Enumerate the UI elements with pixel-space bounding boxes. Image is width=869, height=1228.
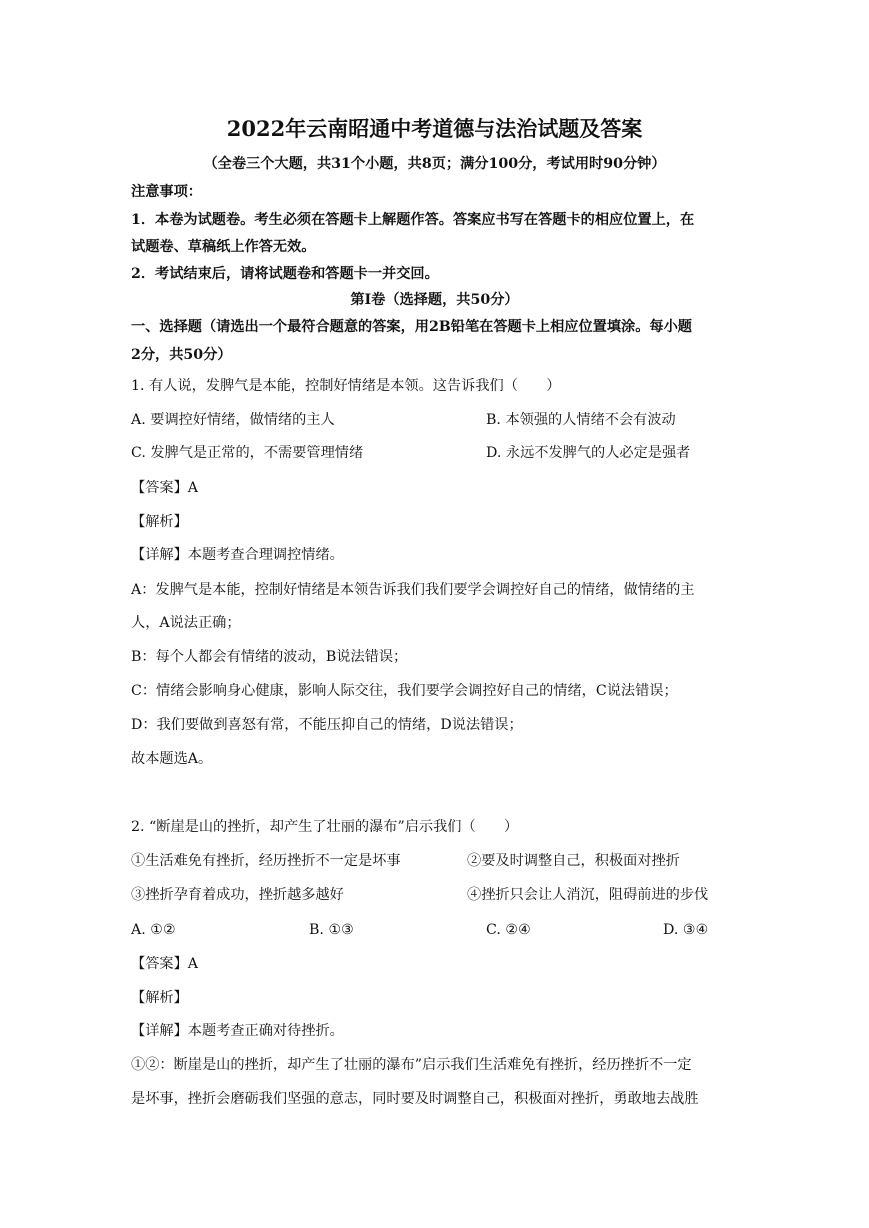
question-1-stem: 1. 有人说，发脾气是本能，控制好情绪是本领。这告诉我们（ ） (131, 378, 561, 394)
question-1-conclusion: 故本题选A。 (131, 751, 213, 767)
question-2-detail: 【详解】本题考查正确对待挫折。 (131, 1023, 344, 1039)
question-2-answer: 【答案】A (131, 956, 198, 972)
question-2-option-a: A. ①② (131, 922, 176, 938)
question-1-explain-a-line-2: 人，A说法正确； (131, 615, 241, 631)
question-2-stem: 2. “断崖是山的挫折，却产生了壮丽的瀑布”启示我们（ ） (131, 819, 519, 835)
notice-item-1-line-2: 试题卷、草稿纸上作答无效。 (131, 239, 316, 255)
question-2-option-b: B. ①③ (309, 922, 354, 938)
page-title: 2022年云南昭通中考道德与法治试题及答案 (226, 116, 643, 141)
question-2-option-d: D. ③④ (663, 922, 709, 938)
question-2-statement-2: ②要及时调整自己，积极面对挫折 (467, 853, 680, 869)
question-2-analysis-label: 【解析】 (131, 990, 188, 1006)
question-2-statement-3: ③挫折孕育着成功，挫折越多越好 (131, 887, 344, 903)
question-1-option-c: C. 发脾气是正常的，不需要管理情绪 (131, 445, 364, 461)
question-1-option-d: D. 永远不发脾气的人必定是强者 (486, 445, 691, 461)
question-1-answer: 【答案】A (131, 480, 198, 496)
question-1-detail: 【详解】本题考查合理调控情绪。 (131, 547, 344, 563)
notice-heading: 注意事项： (131, 184, 202, 200)
question-2-option-c: C. ②④ (486, 922, 531, 938)
question-1-option-a: A. 要调控好情绪，做情绪的主人 (131, 412, 335, 428)
notice-item-2: 2．考试结束后，请将试题卷和答题卡一并交回。 (131, 266, 439, 282)
section-heading-line-1: 一、选择题（请选出一个最符合题意的答案，用2B铅笔在答题卡上相应位置填涂。每小题 (131, 319, 692, 335)
question-2-explain-line-1: ①②：断崖是山的挫折，却产生了壮丽的瀑布”启示我们生活难免有挫折，经历挫折不一定 (131, 1057, 692, 1073)
question-1-explain-c: C：情绪会影响身心健康，影响人际交往，我们要学会调控好自己的情绪，C说法错误； (131, 683, 678, 699)
question-1-explain-a-line-1: A：发脾气是本能，控制好情绪是本领告诉我们我们要学会调控好自己的情绪，做情绪的主 (131, 582, 695, 598)
question-1-explain-b: B：每个人都会有情绪的波动，B说法错误； (131, 649, 408, 665)
question-1-explain-d: D：我们要做到喜怒有常，不能压抑自己的情绪，D说法错误； (131, 717, 523, 733)
exam-info-subtitle: （全卷三个大题，共31个小题，共8页；满分100分，考试用时90分钟） (203, 156, 666, 172)
question-1-option-b: B. 本领强的人情绪不会有波动 (486, 412, 676, 428)
question-2-statement-1: ①生活难免有挫折，经历挫折不一定是坏事 (131, 853, 401, 869)
question-2-statement-4: ④挫折只会让人消沉，阻碍前进的步伐 (467, 887, 709, 903)
volume-title: 第Ⅰ卷（选择题，共50分） (350, 292, 519, 308)
question-1-analysis-label: 【解析】 (131, 514, 188, 530)
question-2-explain-line-2: 是坏事，挫折会磨砺我们坚强的意志，同时要及时调整自己，积极面对挫折，勇敢地去战胜 (131, 1091, 699, 1107)
notice-item-1-line-1: 1．本卷为试题卷。考生必须在答题卡上解题作答。答案应书写在答题卡的相应位置上，在 (131, 212, 695, 228)
section-heading-line-2: 2分，共50分） (131, 347, 232, 363)
